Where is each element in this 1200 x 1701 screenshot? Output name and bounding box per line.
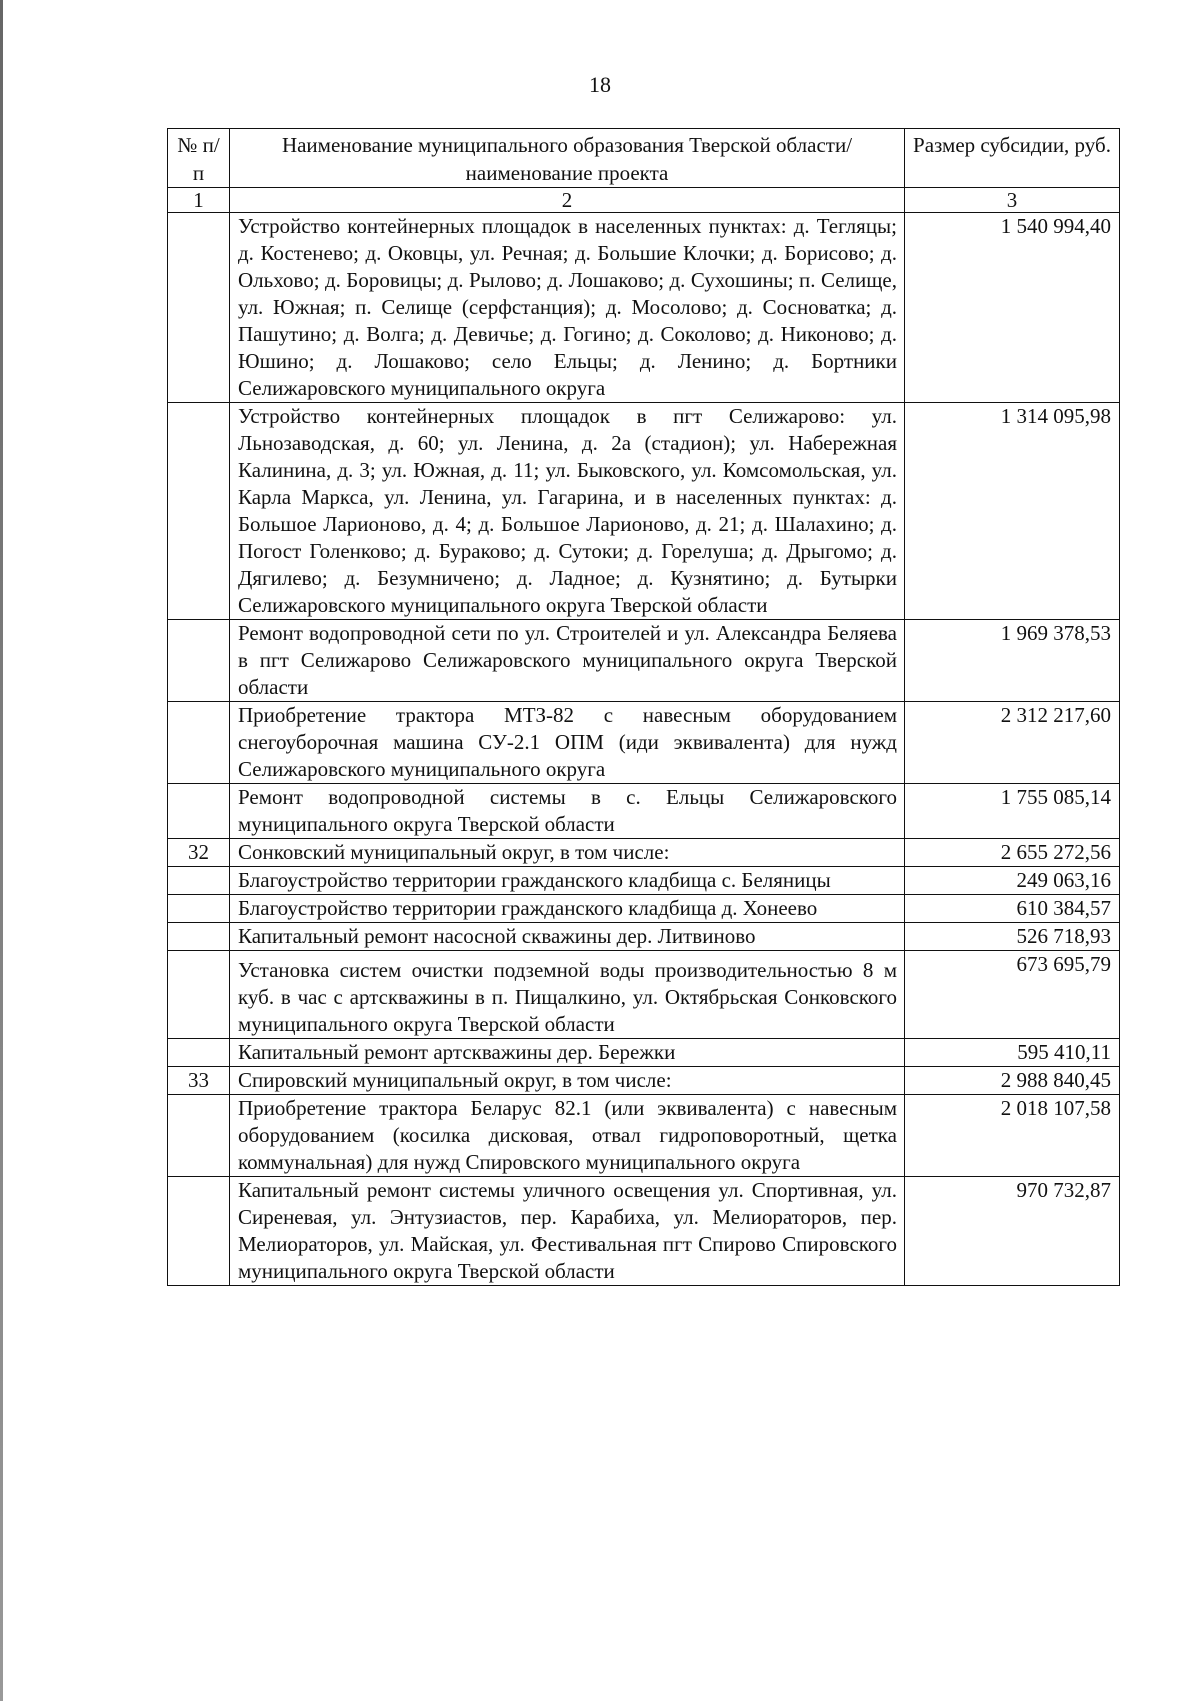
column-index: 1 bbox=[168, 188, 230, 213]
row-number bbox=[168, 784, 230, 839]
column-index: 2 bbox=[230, 188, 905, 213]
header-amount: Размер субсидии, руб. bbox=[905, 129, 1120, 188]
row-number bbox=[168, 702, 230, 784]
table-row-municipality bbox=[168, 839, 1120, 867]
table-row bbox=[168, 895, 1120, 923]
table-row bbox=[168, 1095, 1120, 1177]
header-number: № п/п bbox=[168, 129, 230, 188]
project-name: Ремонт водопроводной сети по ул. Строителей и ул. Александра Беляева в пгт Селижарово Селижаровского муниципального округа Тверской области bbox=[230, 620, 905, 702]
project-name: Установка систем очистки подземной воды производительностью 8 м куб. в час с артскважины в п. Пищалкино, ул. Октябрьская Сонковского муниципального округа Тверской области bbox=[230, 951, 905, 1039]
table-row bbox=[168, 702, 1120, 784]
subsidy-amount: 1 540 994,40 bbox=[905, 213, 1120, 403]
table-row bbox=[168, 620, 1120, 702]
project-name: Капитальный ремонт системы уличного освещения ул. Спортивная, ул. Сиреневая, ул. Энтузиастов, пер. Карабиха, ул. Мелиораторов, пер. Мелиораторов, ул. Майская, ул. Фестивальная пгт Спирово Спировского муниципального округа Тверской области bbox=[230, 1177, 905, 1286]
subsidy-amount: 1 314 095,98 bbox=[905, 403, 1120, 620]
row-number bbox=[168, 1095, 230, 1177]
header-name: Наименование муниципального образования Тверской области/наименование проекта bbox=[230, 129, 905, 188]
subsidy-amount: 595 410,11 bbox=[905, 1039, 1120, 1067]
row-number: 32 bbox=[168, 839, 230, 867]
project-name: Приобретение трактора Беларус 82.1 (или эквивалента) с навесным оборудованием (косилка дисковая, отвал гидроповоротный, щетка коммунальная) для нужд Спировского муниципального округа bbox=[230, 1095, 905, 1177]
project-name: Капитальный ремонт артскважины дер. Бережки bbox=[230, 1039, 905, 1067]
subsidy-amount: 970 732,87 bbox=[905, 1177, 1120, 1286]
table-row-municipality bbox=[168, 1067, 1120, 1095]
table-row bbox=[168, 1039, 1120, 1067]
subsidy-amount: 1 755 085,14 bbox=[905, 784, 1120, 839]
row-number bbox=[168, 951, 230, 1039]
row-number bbox=[168, 1039, 230, 1067]
municipality-name: Спировский муниципальный округ, в том числе: bbox=[230, 1067, 905, 1095]
project-name: Приобретение трактора МТЗ-82 с навесным оборудованием снегоуборочная машина СУ-2.1 ОПМ (иди эквивалента) для нужд Селижаровского муниципального округа bbox=[230, 702, 905, 784]
table-header-row bbox=[168, 129, 1120, 188]
row-number bbox=[168, 895, 230, 923]
subsidy-amount: 673 695,79 bbox=[905, 951, 1120, 1039]
table-row bbox=[168, 213, 1120, 403]
column-index-row bbox=[168, 188, 1120, 213]
project-name: Благоустройство территории гражданского кладбища д. Хонеево bbox=[230, 895, 905, 923]
column-index: 3 bbox=[905, 188, 1120, 213]
subsidy-total: 2 655 272,56 bbox=[905, 839, 1120, 867]
scan-edge bbox=[0, 0, 3, 1701]
table-row bbox=[168, 951, 1120, 1039]
project-name: Устройство контейнерных площадок в пгт Селижарово: ул. Льнозаводская, д. 60; ул. Ленина, д. 2а (стадион); ул. Набережная Калинина, д. 3; ул. Южная, д. 11; ул. Быковского, ул. Комсомольская, ул. Карла Маркса, ул. Ленина, ул. Гагарина, и в населенных пунктах: д. Большое Ларионово, д. 4; д. Большое Ларионово, д. 21; д. Шалахино; д. Погост Голенково; д. Бураково; д. Сутоки; д. Горелуша; д. Дрыгомо; д. Дягилево; д. Безумничено; д. Ладное; д. Кузнятино; д. Бутырки Селижаровского муниципального округа Тверской области bbox=[230, 403, 905, 620]
table-row bbox=[168, 1177, 1120, 1286]
subsidy-table bbox=[167, 128, 1120, 1286]
project-name: Устройство контейнерных площадок в населенных пунктах: д. Тегляцы; д. Костенево; д. Оковцы, ул. Речная; д. Большие Клочки; д. Борисово; д. Ольхово; д. Боровицы; д. Рылово; д. Лошаково; д. Сухошины; п. Селище, ул. Южная; п. Селище (серфстанция); д. Мосолово; д. Сосноватка; д. Пашутино; д. Волга; д. Девичье; д. Гогино; д. Соколово; д. Никоново; д. Юшино; д. Лошаково; село Ельцы; д. Ленино; д. Бортники Селижаровского муниципального округа bbox=[230, 213, 905, 403]
page-number: 18 bbox=[589, 72, 611, 97]
row-number bbox=[168, 923, 230, 951]
municipality-name: Сонковский муниципальный округ, в том числе: bbox=[230, 839, 905, 867]
project-name: Благоустройство территории гражданского кладбища с. Беляницы bbox=[230, 867, 905, 895]
subsidy-amount: 1 969 378,53 bbox=[905, 620, 1120, 702]
subsidy-amount: 2 018 107,58 bbox=[905, 1095, 1120, 1177]
subsidy-amount: 2 312 217,60 bbox=[905, 702, 1120, 784]
row-number bbox=[168, 867, 230, 895]
subsidy-amount: 249 063,16 bbox=[905, 867, 1120, 895]
subsidy-amount: 610 384,57 bbox=[905, 895, 1120, 923]
row-number bbox=[168, 620, 230, 702]
project-name: Капитальный ремонт насосной скважины дер. Литвиново bbox=[230, 923, 905, 951]
table-row bbox=[168, 784, 1120, 839]
row-number bbox=[168, 1177, 230, 1286]
row-number: 33 bbox=[168, 1067, 230, 1095]
table-row bbox=[168, 867, 1120, 895]
table-row bbox=[168, 923, 1120, 951]
project-name: Ремонт водопроводной системы в с. Ельцы Селижаровского муниципального округа Тверской области bbox=[230, 784, 905, 839]
row-number bbox=[168, 213, 230, 403]
row-number bbox=[168, 403, 230, 620]
table-row bbox=[168, 403, 1120, 620]
subsidy-amount: 526 718,93 bbox=[905, 923, 1120, 951]
subsidy-total: 2 988 840,45 bbox=[905, 1067, 1120, 1095]
